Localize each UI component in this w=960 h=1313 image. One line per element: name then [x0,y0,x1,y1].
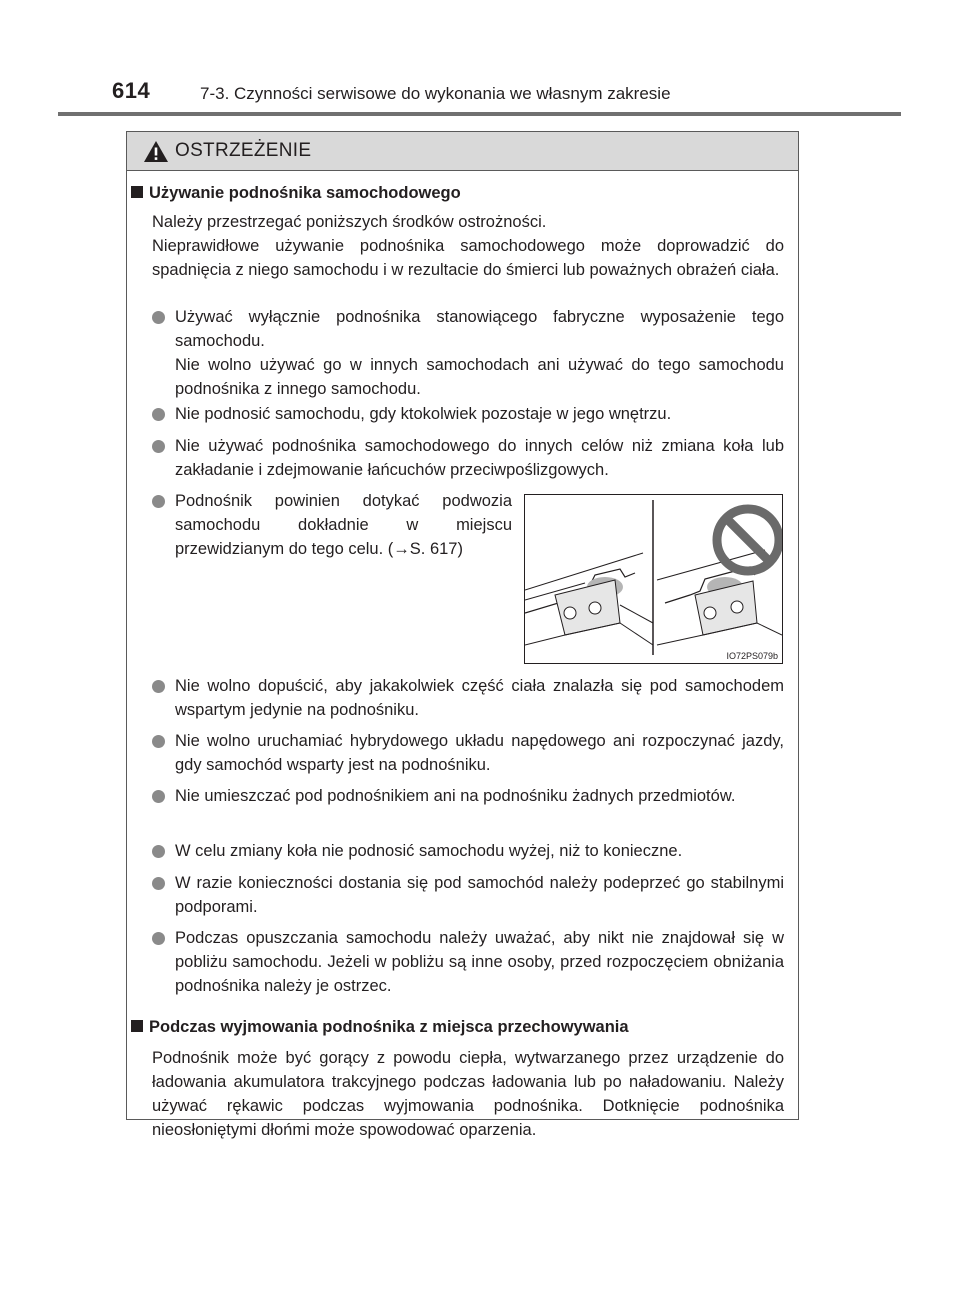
chapter-title: 7-3. Czynności serwisowe do wykonania we własnym zakresie [200,84,671,103]
jack-illustration [525,495,782,663]
page-number: 614 [112,78,151,103]
bullet-dot-icon [152,408,165,421]
bullet-item [152,729,784,777]
bullet-item [152,434,784,482]
intro-line: Nieprawidłowe używanie podnośnika samochodowego może doprowadzić do spadnięcia z niego samochodu i w rezultacie do śmierci lub poważnych obrażeń ciała. [152,237,784,279]
bullet-text: Podnośnik powinien dotykać podwozia samochodu dokładnie w miejscu przewidzianym do tego celu. (→S. 617) [175,492,512,558]
page-header [0,0,960,118]
warning-triangle-icon [143,140,169,163]
intro-paragraph [152,210,784,282]
section-title-jack-usage [131,184,461,203]
bullet-text: Podczas opuszczania samochodu należy uważać, aby nikt nie znajdował się w pobliżu samochodu. Jeżeli w pobliżu są inne osoby, przed rozpoczęciem obniżania podnośnika należy je ostrzec. [175,929,784,995]
bullet-item [152,402,784,426]
bullet-text: W razie konieczności dostania się pod samochód należy podeprzeć go stabilnymi podporami. [175,874,784,916]
bullet-dot-icon [152,790,165,803]
bullet-dot-icon [152,680,165,693]
bullet-dot-icon [152,311,165,324]
bullet-item [152,489,512,561]
square-bullet-icon [131,1020,143,1032]
bullet-item [152,839,784,863]
bullet-item [152,305,784,401]
bullet-item [152,674,784,722]
bullet-dot-icon [152,932,165,945]
bullet-text: Nie używać podnośnika samochodowego do innych celów niż zmiana koła lub zakładanie i zdejmowanie łańcuchów przeciwpoślizgowych. [175,437,784,479]
bullet-text: Nie wolno dopuścić, aby jakakolwiek część ciała znalazła się pod samochodem wspartym jedynie na podnośniku. [175,677,784,719]
warning-title: OSTRZEŻENIE [175,140,312,161]
bullet-text: Nie wolno uruchamiać hybrydowego układu napędowego ani rozpoczynać jazdy, gdy samochód wsparty jest na podnośniku. [175,732,784,774]
bullet-text: Używać wyłącznie podnośnika stanowiącego fabryczne wyposażenie tego samochodu. Nie wolno używać go w innych samochodach ani używać do tego samochodu podnośnika z innego samochodu. [175,308,784,398]
removal-paragraph: Podnośnik może być gorący z powodu ciepła, wytwarzanego przez urządzenie do ładowania akumulatora trakcyjnego podczas ładowania lub po naładowaniu. Należy używać rękawic podczas wyjmowania podnośnika. Dotknięcie podnośnika nieosłoniętymi dłońmi może spowodować oparzenia. [152,1049,784,1139]
warning-header [127,132,798,171]
bullet-item [152,784,784,808]
bullet-dot-icon [152,495,165,508]
bullet-dot-icon [152,440,165,453]
section-title-jack-removal [131,1018,629,1037]
bullet-dot-icon [152,877,165,890]
figure-code: IO72PS079b [726,651,778,661]
bullet-dot-icon [152,845,165,858]
bullet-item [152,871,784,919]
intro-line: Należy przestrzegać poniższych środków ostrożności. [152,213,547,231]
section-title-text: Używanie podnośnika samochodowego [149,184,461,202]
square-bullet-icon [131,186,143,198]
bullet-text: W celu zmiany koła nie podnosić samochodu wyżej, niż to konieczne. [175,842,683,860]
bullet-item [152,926,784,998]
bullet-text: Nie podnosić samochodu, gdy ktokolwiek pozostaje w jego wnętrzu. [175,405,672,423]
warning-box [126,131,799,1139]
bullet-dot-icon [152,735,165,748]
bullet-text: Nie umieszczać pod podnośnikiem ani na podnośniku żadnych przedmiotów. [175,787,736,805]
jack-position-figure [524,494,783,664]
section-title-text: Podczas wyjmowania podnośnika z miejsca przechowywania [149,1018,629,1036]
header-rule [58,112,901,116]
